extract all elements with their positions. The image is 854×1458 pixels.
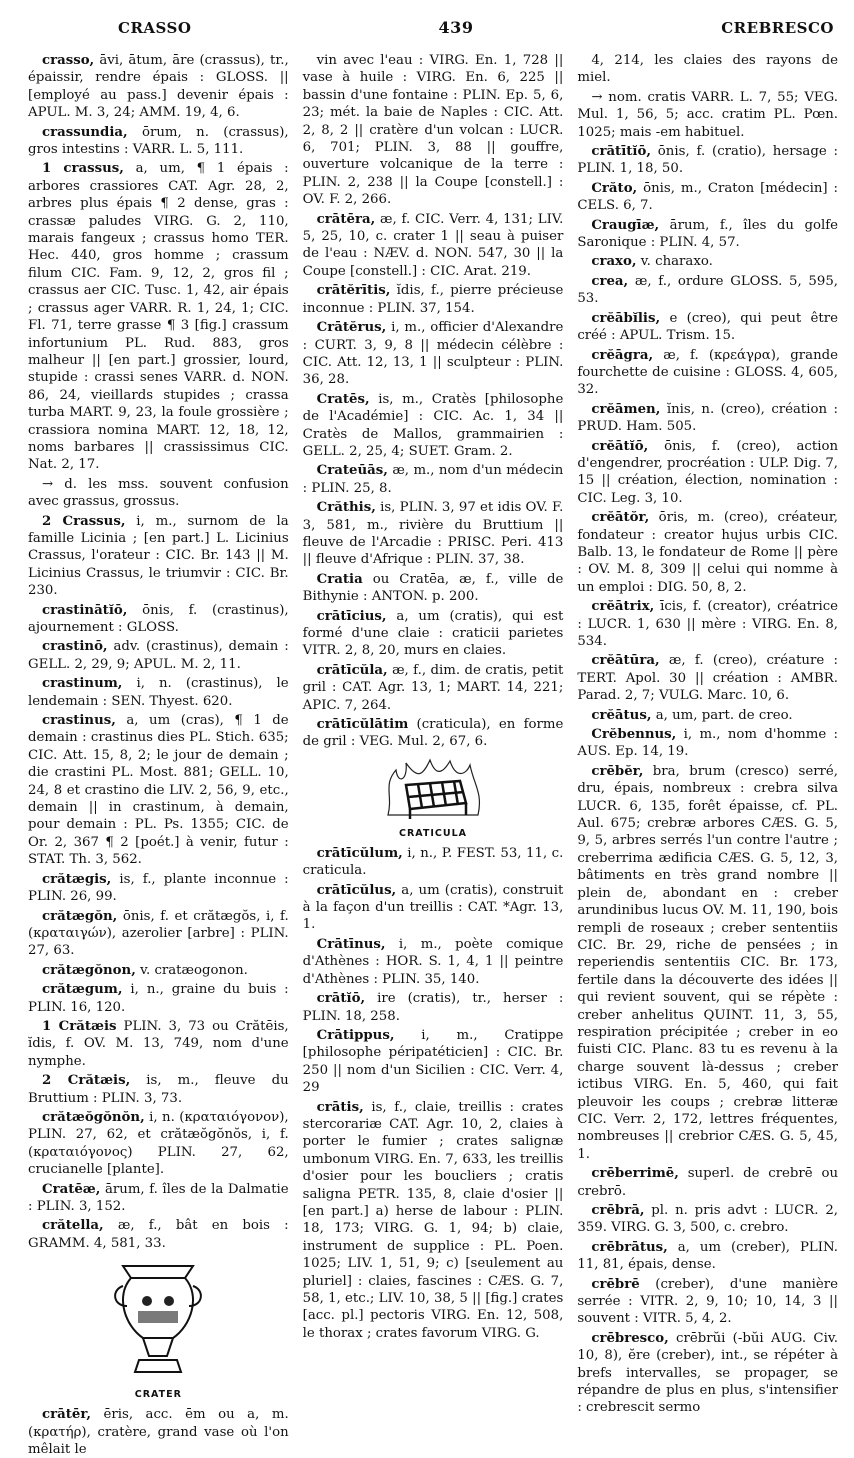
entry-text: i, n., P. FEST. 53, 11, c. craticula. (302, 845, 564, 879)
headword: crătægŏnon, (42, 962, 136, 978)
entry-text: a, um (cras), ¶ 1 de demain : crastinus dies PL. Stich. 635; CIC. Att. 15, 8, 2; le jour de demain ; die crastini PL. Most. 881; GELL. 10, 24, 8 et crastino die LIV. 2, 56, 9, etc., demain || in crastinum, à demain, pour demain : PL. Ps. 1355; CIC. de Or. 2, 367 ¶ 2 [poét.] à venir, futur : STAT. Th. 3, 562. (28, 713, 289, 868)
entry-text: is, PLIN. 3, 97 et idis OV. F. 3, 581, m., rivière du Bruttium || fleuve de l'Arcadie : PRISC. Peri. 413 || fleuve d'Afrique : PLIN. 37, 38. (302, 500, 564, 568)
grill-icon (378, 755, 488, 825)
entry-text: æ, m., nom d'un médecin : PLIN. 25, 8. (302, 463, 564, 496)
entry-text: a, um (cratis), construit à la façon d'un treillis : CAT. *Agr. 13, 1. (302, 882, 564, 933)
headword: crastinātĭō, (42, 602, 128, 618)
entry-text: is, f., plante inconnue : PLIN. 26, 99. (28, 871, 289, 905)
entry-text: æ, f. (κρεάγρα), grande fourchette de cuisine : GLOSS. 4, 605, 32. (577, 347, 839, 398)
dictionary-columns (28, 52, 839, 1458)
entry-text: adv. (crastinus), demain : GELL. 2, 29, 9; APUL. M. 2, 11. (28, 639, 289, 672)
craticula-illustration (303, 755, 564, 839)
entry-text: æ, f., bât en bois : GRAMM. 4, 581, 33. (28, 1218, 289, 1251)
headword: crātīcŭla, (316, 662, 388, 678)
headword: crēberrimē, (591, 1166, 679, 1182)
entry-text: āvi, ātum, āre (crassus), tr., épaissir, rendre épais : GLOSS. || [employé au pass.] devenir épais : APUL. M. 3, 24; AMM. 19, 4, 6. (28, 53, 289, 121)
dictionary-entry (577, 89, 838, 141)
headword: Crăto, (591, 180, 638, 196)
entry-text: crēbrŭi (-bŭi AUG. Civ. 10, 8), ĕre (creber), int., se répéter à brefs intervalles, se propager, se répandre de plus en plus, s'intensifier : crebrescit sermo (577, 1330, 839, 1416)
entry-text: is, m., fleuve du Bruttium : PLIN. 3, 73. (28, 1073, 289, 1106)
headword: crātītĭō, (591, 144, 651, 160)
entry-text: æ, f. CIC. Verr. 4, 131; LIV. 5, 25, 10, c. crater 1 || seau à puiser de l'eau : NÆV. d. NON. 547, 30 || la Coupe [constell.] : CIC. Arat. 219. (302, 211, 564, 279)
entry-text: i, m., nom d'homme : AUS. Ep. 14, 19. (577, 727, 839, 760)
headword: Crātīnus, (316, 936, 386, 952)
craticula-caption: CRATICULA (399, 827, 468, 839)
headword: 2 Crassus, (42, 513, 126, 529)
dictionary-entry (28, 52, 289, 122)
entry-text: ārum, f., îles du golfe Saronique : PLIN. 4, 57. (577, 217, 839, 251)
entry-text: i, n., graine du buis : PLIN. 16, 120. (28, 982, 289, 1015)
entry-text: (craticula), en forme de gril : VEG. Mul. 2, 67, 6. (302, 717, 564, 750)
dictionary-entry (28, 1072, 289, 1107)
headword: crātēra, (316, 211, 376, 227)
headword: Cratēæ, (42, 1181, 101, 1197)
dictionary-entry (577, 438, 838, 508)
dictionary-entry (303, 1027, 564, 1097)
headword: crātĭō, (316, 991, 366, 1007)
dictionary-entry (577, 1276, 838, 1328)
dictionary-entry (577, 143, 838, 178)
entry-text: 4, 214, les claies des rayons de miel. (577, 53, 839, 86)
headword: 1 crassus, (42, 161, 124, 177)
dictionary-entry (577, 401, 838, 436)
headword: crātīcŭlātim (316, 717, 409, 733)
dictionary-entry (28, 602, 289, 637)
dictionary-entry (577, 253, 838, 270)
headword: crātĕrītis, (316, 283, 391, 299)
entry-text: a, um, ¶ 1 épais : arbores crassiores CAT. Agr. 28, 2, arbres plus épais ¶ 2 dense, gras : crassæ paludes VIRG. G. 2, 110, marais fangeux ; crassus homo TER. Hec. 440, gros homme ; crassum filum CIC. Fam. 9, 12, 2, gros fil ; crassus aer CIC. Tusc. 1, 42, air épais ; crassus ager VARR. R. 1, 24, 1; CIC. Fl. 71, terre grasse ¶ 3 [fig.] crassum infortunium PL. Rud. 883, gros malheur || [en part.] grossier, lourd, stupide : crassi senes VARR. d. NON. 86, 24, vieillards stupides ; crassa turba MART. 9, 23, la foule grossière ; crassiora nomina MART. 12, 18, 12, noms barbares || crassissimus CIC. Nat. 2, 17. (28, 161, 289, 473)
dictionary-entry (303, 1099, 564, 1343)
entry-text: ēris, acc. ēm ou a, m. (κρατήρ), cratère, grand vase où l'on mêlait le (28, 1407, 289, 1458)
dictionary-entry (303, 608, 564, 660)
dictionary-entry (577, 180, 838, 215)
entry-text: ōnis, m., Craton [médecin] : CELS. 6, 7. (577, 180, 838, 214)
dictionary-entry (303, 716, 564, 751)
headword: crēbĕr, (591, 763, 644, 779)
headword: crĕātūra, (591, 653, 660, 669)
headword: Crăthis, (316, 500, 376, 516)
dictionary-entry (303, 845, 564, 880)
headword: Craugīæ, (591, 217, 660, 233)
entry-text: i, m., Cratippe [philosophe péripatéticien] : CIC. Br. 250 || nom d'un Sicilien : CIC. Verr. 4, 29 (302, 1027, 564, 1096)
headword: crătægis, (42, 871, 112, 887)
headword: crastinum, (42, 676, 123, 692)
entry-text: ōnis, f. (crastinus), ajournement : GLOSS. (28, 602, 289, 635)
crater-caption: CRATER (134, 1389, 182, 1401)
headword: Cratēs, (316, 391, 370, 407)
dictionary-entry (577, 347, 838, 399)
entry-text: æ, f., dim. de cratis, petit gril : CAT. Agr. 13, 1; MART. 14, 221; APIC. 7, 264. (302, 662, 564, 713)
dictionary-entry (28, 962, 289, 979)
headword: Cratia (316, 571, 363, 587)
entry-text: superl. de crebrē ou crebrō. (577, 1166, 839, 1199)
entry-text: i, m., surnom de la famille Licinia ; [en part.] L. Licinius Crassus, l'orateur : CIC. Br. 143 || M. Licinius Crassus, le triumvir : CIC. Br. 230. (28, 513, 289, 599)
dictionary-entry (577, 1202, 838, 1237)
dictionary-entry (28, 1109, 289, 1179)
dictionary-entry (303, 391, 564, 461)
entry-text: v. cratæogonon. (140, 962, 248, 978)
dictionary-entry (28, 981, 289, 1016)
entry-text: bra, brum (cresco) serré, dru, épais, nombreux : crebra silva LUCR. 6, 135, forêt épaisse, cf. PL. Aul. 675; crebræ arbores CÆS. G. 5, 9, 5, arbres serrés l'un contre l'autre ; creberrima ædificia CÆS. G. 5, 12, 3, bâtiments en très grand nombre || plein de, abondant en : creber arundinibus lucus OV. M. 11, 190, bois rempli de roseaux ; creber sententiis CIC. Br. 29, riche de pensées ; in reperiendis sententiis CIC. Br. 173, fertile dans la découverte des idées || qui revient souvent, qui se répète : creber anhelitus QUINT. 11, 3, 55, respiration précipitée ; creber in eo fuisti CIC. Planc. 83 tu es revenu à la charge souvent là-dessus ; creber ictibus VIRG. En. 5, 460, qui fait pleuvoir les coups ; crebræ litteræ CIC. Verr. 2, 172, lettres fréquentes, nombreuses || crebrior CÆS. G. 5, 45, 1. (577, 763, 839, 1162)
dictionary-entry (303, 282, 564, 317)
dictionary-entry (28, 1406, 289, 1458)
entry-text: ĭnis, n. (creo), création : PRUD. Ham. 505. (577, 401, 839, 435)
headword: crĕātus, (591, 707, 652, 723)
dictionary-entry (28, 908, 289, 960)
headword: 2 Crătæis, (42, 1073, 131, 1089)
dictionary-entry (577, 598, 838, 650)
entry-text: i, m., officier d'Alexandre : CURT. 3, 9, 8 || médecin célèbre : CIC. Att. 12, 13, 1 || sculpteur : PLIN. 36, 28. (302, 320, 564, 388)
dictionary-entry (577, 1330, 838, 1417)
entry-text: PLIN. 3, 73 ou Crătēis, ĭdis, f. OV. M. 13, 749, nom d'une nymphe. (28, 1018, 289, 1069)
dictionary-entry (577, 1165, 838, 1200)
crater-illustration (28, 1256, 289, 1400)
entry-text: æ, f., ordure GLOSS. 5, 595, 53. (577, 273, 839, 307)
entry-text: ou Cratēa, æ, f., ville de Bithynie : ANTON. p. 200. (302, 571, 564, 605)
dictionary-entry (28, 638, 289, 673)
headword: crātīcŭlum, (316, 845, 403, 861)
dictionary-entry (28, 124, 289, 159)
headword: crātīcius, (316, 608, 387, 624)
dictionary-entry (303, 571, 564, 606)
headword: crātis, (316, 1099, 364, 1115)
headword: crătægum, (42, 982, 123, 998)
dictionary-entry (577, 652, 838, 704)
header-right-word: CREBRESCO (721, 19, 834, 37)
page-number: 439 (438, 18, 474, 37)
dictionary-entry (303, 462, 564, 497)
entry-text: (creber), d'une manière serrée : VITR. 2, 9, 10; 10, 14, 3 || souvent : VITR. 5, 4, 2. (577, 1276, 839, 1327)
dictionary-entry (28, 513, 289, 600)
dictionary-entry (28, 712, 289, 869)
headword: crastinō, (42, 639, 108, 655)
headword: crasso, (42, 53, 95, 68)
headword: crastinus, (42, 713, 116, 729)
headword: crătella, (42, 1218, 104, 1234)
column-2 (303, 52, 564, 1348)
headword: crĕāgra, (591, 347, 654, 363)
headword: Crātĕrus, (316, 320, 387, 336)
dictionary-entry (303, 662, 564, 714)
headword: crea, (591, 273, 629, 289)
headword: crātēr, (42, 1407, 91, 1423)
entry-text: ĭdis, f., pierre précieuse inconnue : PLIN. 37, 154. (302, 283, 564, 316)
dictionary-entry (28, 871, 289, 906)
column-1 (28, 52, 289, 1458)
entry-text: ire (cratis), tr., herser : PLIN. 18, 258. (302, 991, 564, 1024)
dictionary-entry (28, 675, 289, 710)
dictionary-entry (577, 726, 838, 761)
entry-text: ōnis, f. (creo), action d'engendrer, procréation : ULP. Dig. 7, 15 || création, élection, nomination : CIC. Leg. 3, 10. (577, 438, 839, 506)
header-left-word: CRASSO (118, 19, 192, 37)
headword: crĕātrix, (591, 599, 655, 615)
dictionary-entry (28, 1217, 289, 1252)
dictionary-entry (577, 310, 838, 345)
entry-text: a, um (creber), PLIN. 11, 81, épais, dense. (577, 1239, 839, 1273)
dictionary-entry (577, 763, 838, 1163)
headword: crĕātŏr, (591, 510, 650, 526)
dictionary-entry (577, 707, 838, 724)
headword: crĕābĭlis, (591, 310, 661, 326)
headword: Crĕbennus, (591, 727, 677, 743)
dictionary-entry (577, 509, 838, 596)
headword: crēbrē (591, 1276, 640, 1292)
headword: crātīcŭlus, (316, 882, 397, 898)
dictionary-entry (303, 499, 564, 569)
entry-text: īcis, f. (creator), créatrice : LUCR. 1, 630 || mère : VIRG. En. 8, 534. (577, 599, 839, 649)
entry-text: ārum, f. îles de la Dalmatie : PLIN. 3, 152. (28, 1181, 289, 1214)
headword: crĕāmen, (591, 401, 661, 417)
dictionary-entry (303, 52, 564, 209)
page-header (40, 18, 834, 46)
dictionary-entry (577, 273, 838, 308)
headword: crătæŏgŏnŏn, (42, 1109, 145, 1125)
vase-icon (103, 1256, 213, 1386)
column-3 (577, 52, 839, 1416)
entry-text: v. charaxo. (640, 254, 713, 270)
entry-text: i, m., poète comique d'Athènes : HOR. S. 1, 4, 1 || peintre d'Athènes : PLIN. 35, 140. (302, 936, 564, 987)
entry-text: i, n. (crastinus), le lendemain : SEN. Thyest. 620. (28, 676, 289, 709)
entry-text: is, m., Cratès [philosophe de l'Académie] : CIC. Ac. 1, 34 || Cratès de Mallos, grammairien : GELL. 2, 25, 4; SUET. Gram. 2. (302, 391, 564, 459)
entry-text: pl. n. pris advt : LUCR. 2, 359. VIRG. G. 3, 500, c. crebro. (577, 1203, 839, 1236)
dictionary-entry (28, 160, 289, 473)
headword: crēbrā, (591, 1203, 645, 1218)
dictionary-entry (28, 476, 289, 511)
entry-text: æ, f. (creo), créature : TERT. Apol. 30 || création : AMBR. Parad. 2, 7; VULG. Marc. 10, 6. (577, 653, 839, 704)
dictionary-entry (577, 1239, 838, 1274)
entry-text: e (creo), qui peut être créé : APUL. Trism. 15. (577, 310, 838, 344)
dictionary-entry (28, 1018, 289, 1070)
dictionary-entry (303, 936, 564, 988)
dictionary-entry (303, 211, 564, 281)
headword: craxo, (591, 254, 637, 270)
headword: crēbrātus, (591, 1239, 668, 1255)
headword: crēbresco, (591, 1330, 669, 1346)
entry-text: ōris, m. (creo), créateur, fondateur : creator hujus urbis CIC. Balb. 13, le fondateur de Rome || père : OV. M. 8, 309 || celui qui nomme à un emploi : DIG. 50, 8, 2. (577, 510, 839, 595)
headword: Crateūās, (316, 463, 388, 479)
entry-text: a, um, part. de creo. (655, 707, 793, 723)
dictionary-entry (28, 1181, 289, 1216)
headword: crassundia, (42, 124, 128, 140)
entry-text: ōnis, f. et crătægŏs, i, f. (κραταιγών), azerolier [arbre] : PLIN. 27, 63. (28, 908, 289, 959)
entry-text: ōrum, n. (crassus), gros intestins : VARR. L. 5, 111. (28, 124, 289, 158)
dictionary-entry (577, 217, 838, 252)
dictionary-entry (303, 990, 564, 1025)
entry-text: ōnis, f. (cratio), hersage : PLIN. 1, 18, 50. (577, 144, 839, 177)
headword: Crātippus, (316, 1027, 395, 1043)
entry-text: vin avec l'eau : VIRG. En. 1, 728 || vase à huile : VIRG. En. 6, 225 || bassin d'une fontaine : PLIN. Ep. 5, 6, 23; mét. la baie de Naples : CIC. Att. 2, 8, 2 || cratère d'un volcan : LUCR. 6, 701; PLIN. 3, 88 || gouffre, ouverture volcanique de la terre : PLIN. 2, 238 || la Coupe [constell.] : OV. F. 2, 266. (302, 53, 564, 208)
dictionary-entry (303, 319, 564, 389)
entry-text: → d. les mss. souvent confusion avec grassus, grossus. (28, 476, 289, 510)
headword: 1 Crătæis (42, 1018, 117, 1034)
headword: crĕātĭō, (591, 438, 649, 454)
entry-text: i, n. (κραταιόγονον), PLIN. 27, 62, et crătæŏgŏnŏs, i, f. (κραταιόγονος) PLIN. 27, 62, crucianelle [plante]. (28, 1109, 289, 1178)
entry-text: a, um (cratis), qui est formé d'une claie : craticii parietes VITR. 2, 8, 20, murs en claies. (302, 608, 564, 659)
headword: crătægŏn, (42, 908, 118, 924)
dictionary-entry (577, 52, 838, 87)
entry-text: is, f., claie, treillis : crates stercorariæ CAT. Agr. 10, 2, claies à porter le fumier ; crates salignæ umbonum VIRG. En. 7, 633, les treillis d'osier pour les boucliers ; cratis saligna PETR. 135, 8, claie d'osier || [en part.] a) herse de labour : PLIN. 18, 173; VIRG. G. 1, 94; b) claie, instrument de supplice : PL. Poen. 1025; LIV. 1, 51, 9; c) [seulement au pluriel] : claies, fascines : CÆS. G. 7, 58, 1, etc.; LIV. 10, 38, 5 || [fig.] crates [acc. pl.] pectoris VIRG. En. 12, 508, le thorax ; crates favorum VIRG. G. (302, 1099, 564, 1341)
dictionary-entry (303, 882, 564, 934)
entry-text: → nom. cratis VARR. L. 7, 55; VEG. Mul. 1, 56, 5; acc. cratim PL. Pœn. 1025; mais -em habituel. (577, 89, 839, 140)
